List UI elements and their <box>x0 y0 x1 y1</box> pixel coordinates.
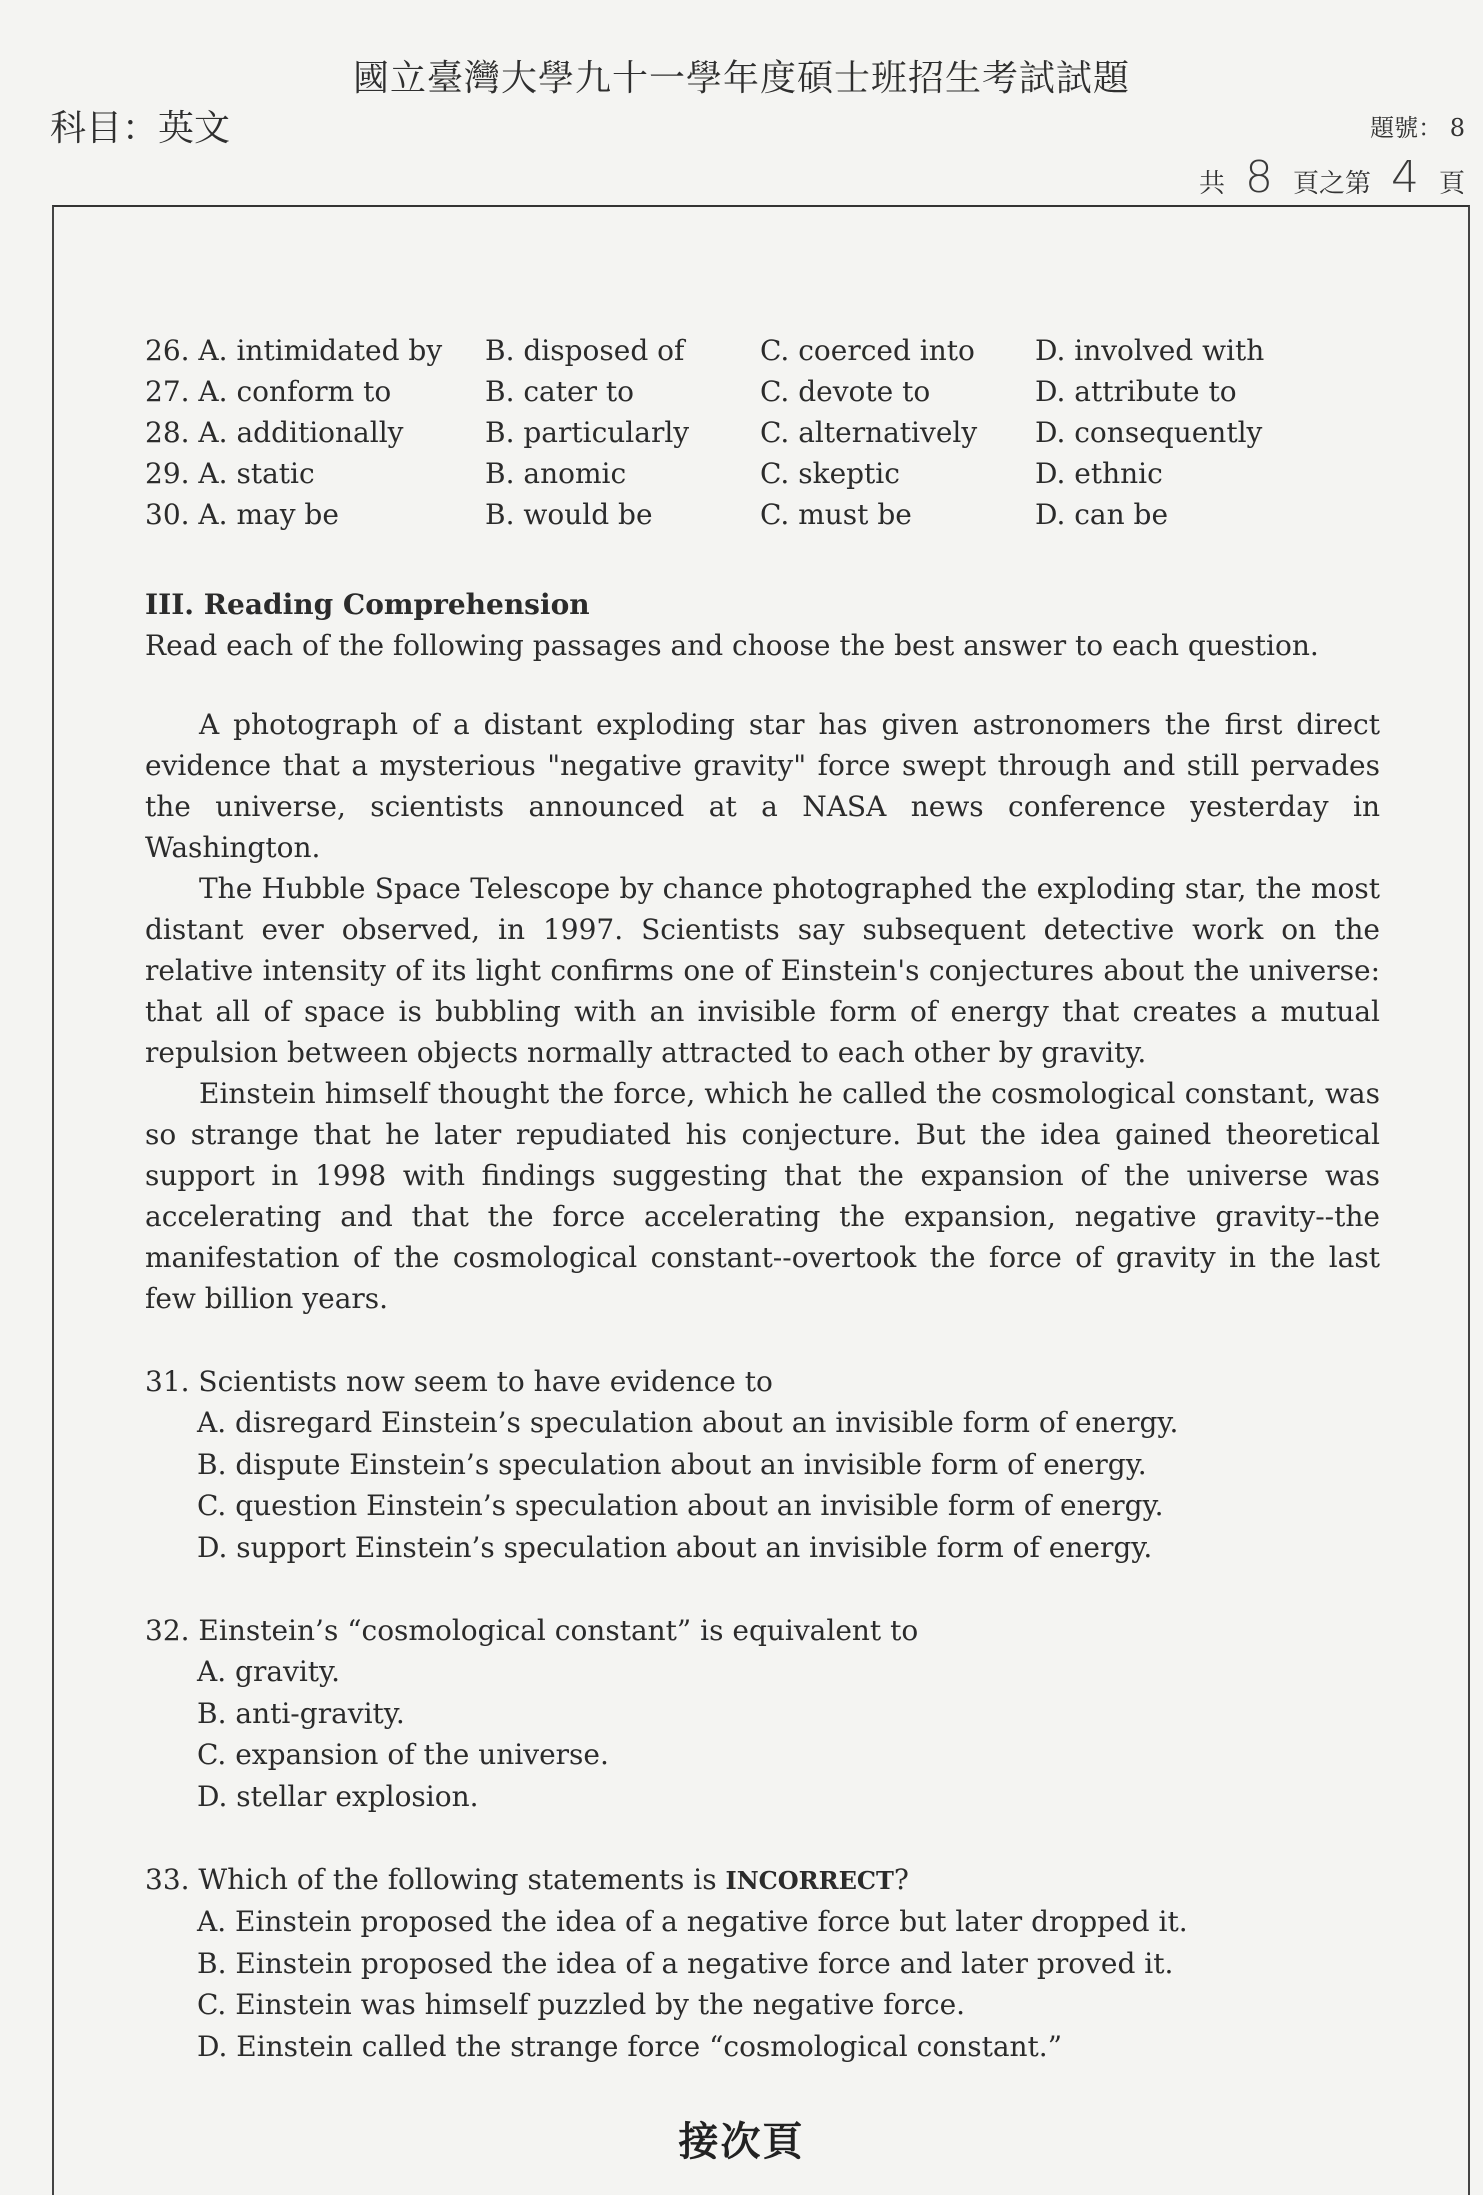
option-a: 28. A. additionally <box>145 416 404 449</box>
answer-choices <box>145 1901 1395 2067</box>
page-prefix: 共 <box>1198 169 1225 199</box>
option-c: C. devote to <box>760 375 931 408</box>
choice-a: A. gravity. <box>197 1655 341 1688</box>
section-heading: III. Reading Comprehension <box>145 588 590 621</box>
question-32 <box>145 1610 1395 1817</box>
options-row <box>145 453 1295 494</box>
option-d: D. can be <box>1035 498 1169 531</box>
question-stem: 31. Scientists now seem to have evidence to <box>145 1365 773 1398</box>
next-page-label: 接次頁 <box>678 2118 805 2165</box>
option-a: 27. A. conform to <box>145 375 392 408</box>
page-suffix: 頁 <box>1438 169 1465 199</box>
choice-b: B. Einstein proposed the idea of a negative force and later proved it. <box>197 1946 1174 1980</box>
options-row <box>145 412 1295 453</box>
choice-d: D. Einstein called the strange force “cosmological constant.” <box>197 2029 1063 2063</box>
option-a: 29. A. static <box>145 457 315 490</box>
reading-passage <box>145 704 1380 1319</box>
page-mid: 頁之第 <box>1292 169 1371 199</box>
choice-b: B. dispute Einstein’s speculation about an invisible form of energy. <box>197 1447 1147 1481</box>
answer-choices <box>145 1651 1395 1817</box>
stem-emphasis: INCORRECT <box>725 1866 894 1895</box>
choice-c: C. Einstein was himself puzzled by the negative force. <box>197 1988 966 2021</box>
option-d: D. involved with <box>1035 334 1265 367</box>
option-b: B. particularly <box>485 416 690 449</box>
option-c: C. coerced into <box>760 334 975 367</box>
passage-paragraph: A photograph of a distant exploding star has given astronomers the first direct evidence that a mysterious "negative gravity" force swept through and still pervades the universe, scientists announced at a NASA news conference yesterday in Washington. <box>145 708 1380 864</box>
option-c: C. alternatively <box>760 416 978 449</box>
choice-d: D. stellar explosion. <box>197 1779 479 1813</box>
option-d: D. consequently <box>1035 416 1263 449</box>
passage-paragraph: The Hubble Space Telescope by chance photographed the exploding star, the most distant ever observed, in 1997. Scientists say subsequent detective work on the relative intensity of its light confirms one of Einstein's conjectures about the universe: that all of space is bubbling with an invisible form of energy that creates a mutual repulsion between objects normally attracted to each other by gravity. <box>145 872 1380 1069</box>
option-c: C. must be <box>760 498 912 531</box>
choice-b: B. anti-gravity. <box>197 1696 405 1730</box>
option-b: B. disposed of <box>485 334 685 367</box>
option-d: D. ethnic <box>1035 457 1163 490</box>
options-row <box>145 330 1295 371</box>
option-b: B. would be <box>485 498 653 531</box>
question-stem: 32. Einstein’s “cosmological constant” is equivalent to <box>145 1614 919 1647</box>
question-stem <box>145 1859 1395 1901</box>
answer-choices <box>145 1402 1395 1568</box>
exam-content <box>145 330 1395 2067</box>
subject-label: 科目：英文 <box>50 108 231 149</box>
question-33 <box>145 1859 1395 2067</box>
choice-c: C. expansion of the universe. <box>197 1738 609 1771</box>
question-number-label: 題號： 8 <box>1370 114 1465 142</box>
stem-end: ? <box>893 1863 909 1896</box>
page-current: 4 <box>1390 152 1419 203</box>
passage-paragraph: Einstein himself thought the force, which he called the cosmological constant, was so strange that he later repudiated his conjecture. But the idea gained theoretical support in 1998 with findings suggesting that the expansion of the universe was accelerating and that the force accelerating the expansion, negative gravity--the manifestation of the cosmological constant--overtook the force of gravity in the last few billion years. <box>145 1077 1380 1315</box>
page-info <box>1199 152 1465 203</box>
option-a: 30. A. may be <box>145 498 339 531</box>
options-row <box>145 371 1295 412</box>
option-c: C. skeptic <box>760 457 900 490</box>
choice-c: C. question Einstein’s speculation about an invisible form of energy. <box>197 1489 1164 1522</box>
choice-a: A. disregard Einstein’s speculation about an invisible form of energy. <box>197 1406 1179 1439</box>
option-a: 26. A. intimidated by <box>145 334 443 367</box>
choice-d: D. support Einstein’s speculation about an invisible form of energy. <box>197 1530 1153 1564</box>
option-b: B. cater to <box>485 375 634 408</box>
exam-title: 國立臺灣大學九十一學年度碩士班招生考試試題 <box>352 58 1130 99</box>
choice-a: A. Einstein proposed the idea of a negative force but later dropped it. <box>197 1905 1188 1938</box>
vocab-options-table <box>145 330 1295 535</box>
options-row <box>145 494 1295 535</box>
stem-text: 33. Which of the following statements is <box>145 1863 726 1896</box>
option-b: B. anomic <box>485 457 627 490</box>
section-instructions: Read each of the following passages and choose the best answer to each question. <box>145 629 1319 662</box>
option-d: D. attribute to <box>1035 375 1237 408</box>
question-31 <box>145 1361 1395 1568</box>
page-total: 8 <box>1244 152 1273 203</box>
